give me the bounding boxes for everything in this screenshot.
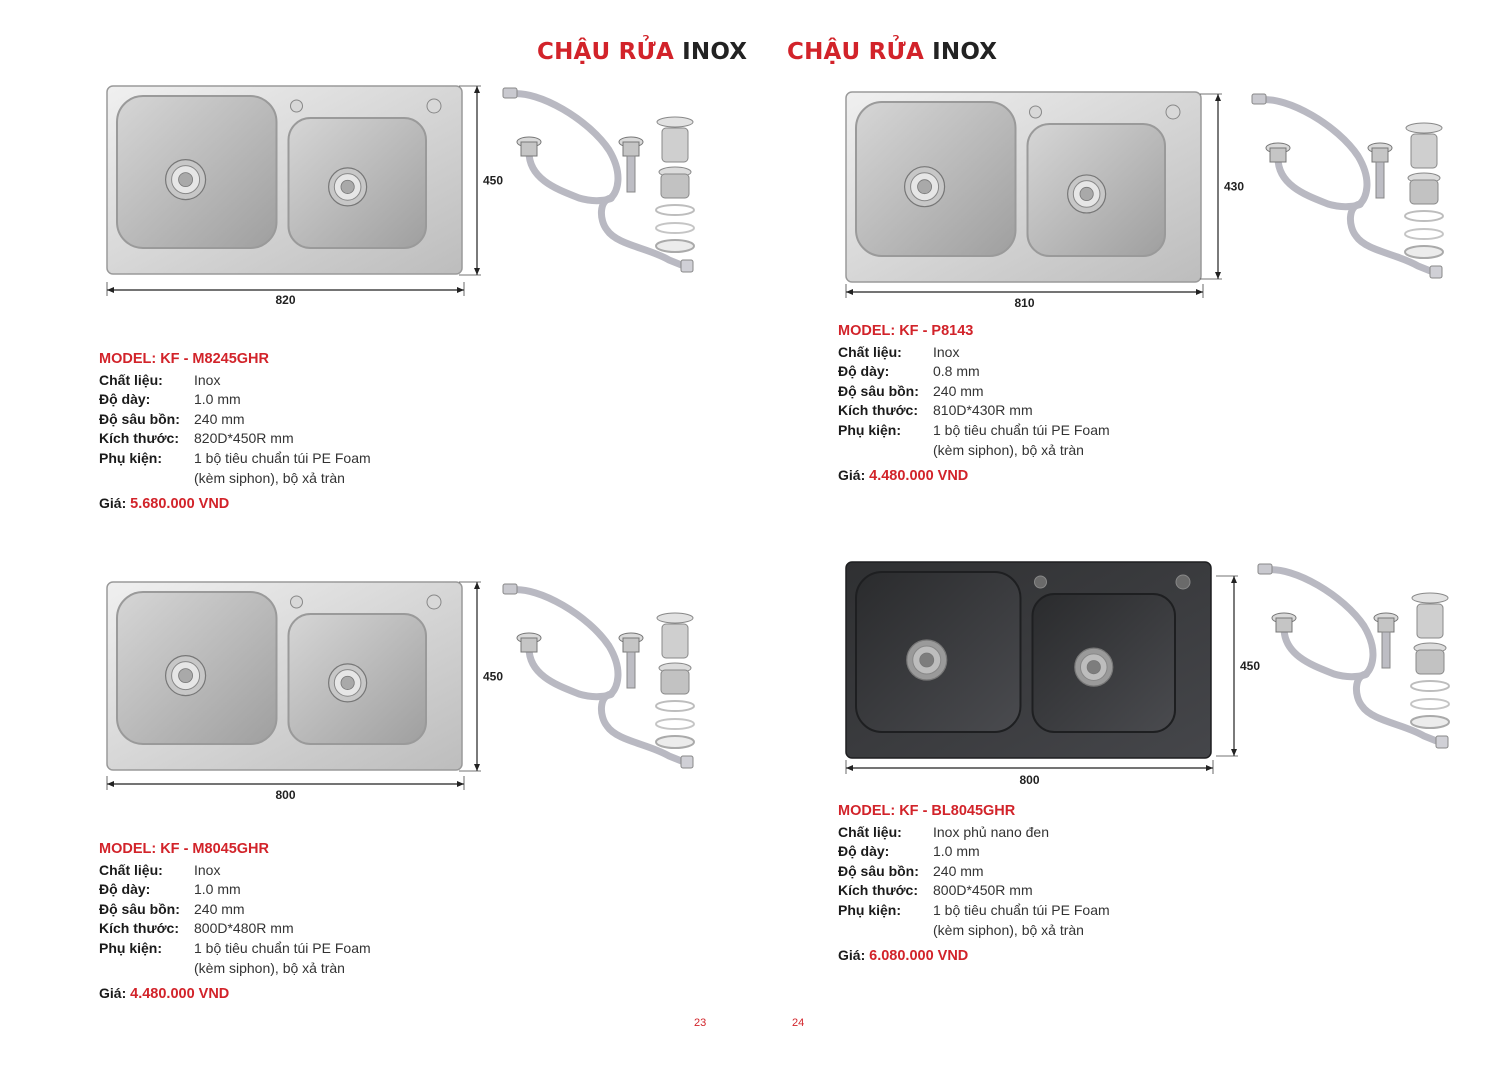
size-value: 810D*430R mm: [933, 402, 1033, 419]
depth-label: Độ sâu bồn:: [838, 862, 919, 879]
product-card: [99, 80, 819, 550]
depth-value: 240 mm: [933, 382, 984, 399]
accessories-image: [503, 584, 694, 768]
material-value: Inox: [194, 861, 221, 878]
accessories-image: [1258, 564, 1449, 748]
accessories-label: Phụ kiện:: [99, 449, 163, 466]
material-value: Inox: [933, 343, 960, 360]
price-label: Giá:: [838, 947, 866, 964]
sink-image: [107, 86, 462, 274]
depth-value: 240 mm: [194, 410, 245, 427]
product-illustration: [99, 576, 819, 836]
depth-label: Độ sâu bồn:: [99, 410, 180, 427]
sink-image: [846, 562, 1211, 758]
depth-label: Độ sâu bồn:: [99, 900, 180, 917]
product-card: [838, 86, 1500, 556]
accessories-value: 1 bộ tiêu chuẩn túi PE Foam (kèm siphon), bộ xả tràn: [933, 901, 1110, 938]
price-value: 4.480.000 VND: [130, 986, 230, 1003]
model-name: MODEL: KF - BL8045GHR: [838, 803, 1016, 819]
drain-icon: [329, 168, 367, 206]
product-illustration: [838, 556, 1500, 816]
material-value: Inox phủ nano đen: [933, 823, 1049, 840]
width-dimension: [107, 776, 464, 802]
price: [838, 946, 1133, 967]
product-specs: [99, 840, 394, 1005]
size-value: 800D*480R mm: [194, 920, 294, 937]
drain-icon: [907, 640, 947, 680]
height-dimension: [1216, 576, 1260, 756]
product-illustration: [99, 80, 819, 340]
price-label: Giá:: [838, 467, 866, 484]
accessories-value: 1 bộ tiêu chuẩn túi PE Foam (kèm siphon), bộ xả tràn: [194, 939, 371, 976]
height-dimension: [459, 582, 503, 771]
accessories-image: [1252, 94, 1443, 278]
model-name: MODEL: KF - M8245GHR: [99, 351, 269, 367]
price: [838, 466, 1133, 487]
drain-icon: [1075, 648, 1113, 686]
thickness-value: 1.0 mm: [194, 391, 241, 408]
product-specs: [99, 350, 394, 515]
width-dimension-label: 800: [1019, 773, 1040, 787]
accessories-label: Phụ kiện:: [838, 421, 902, 438]
size-value: 800D*450R mm: [933, 882, 1033, 899]
material-value: Inox: [194, 371, 221, 388]
drain-icon: [905, 167, 945, 207]
sink-image: [107, 582, 462, 770]
size-label: Kích thước:: [838, 402, 918, 419]
product-card: [99, 576, 819, 1046]
height-dimension-label: 430: [1224, 179, 1245, 194]
width-dimension: [846, 284, 1203, 310]
thickness-label: Độ dày:: [99, 391, 151, 408]
product-specs: [838, 322, 1133, 487]
price-value: 6.080.000 VND: [869, 948, 969, 965]
accessories-value: 1 bộ tiêu chuẩn túi PE Foam (kèm siphon), bộ xả tràn: [933, 421, 1110, 458]
drain-icon: [329, 664, 367, 702]
material-label: Chất liệu:: [99, 371, 163, 388]
width-dimension-label: 810: [1014, 296, 1035, 310]
size-label: Kích thước:: [838, 882, 918, 899]
product-illustration: [838, 86, 1500, 346]
material-label: Chất liệu:: [99, 861, 163, 878]
price-value: 4.480.000 VND: [869, 468, 969, 485]
width-dimension-label: 820: [275, 293, 296, 307]
thickness-label: Độ dày:: [99, 881, 151, 898]
drain-icon: [166, 160, 206, 200]
page-number-right: 24: [792, 1017, 805, 1029]
price: [99, 494, 394, 515]
product-specs: [838, 802, 1133, 967]
thickness-value: 1.0 mm: [933, 843, 980, 860]
page-number-left: 23: [694, 1017, 707, 1029]
height-dimension-label: 450: [483, 173, 504, 188]
price-label: Giá:: [99, 495, 127, 512]
page-title-left: CHẬU RỬA INOX: [537, 39, 748, 65]
product-card: [838, 556, 1500, 1026]
width-dimension-label: 800: [275, 788, 296, 802]
thickness-label: Độ dày:: [838, 843, 890, 860]
thickness-value: 0.8 mm: [933, 363, 980, 380]
height-dimension: [459, 86, 503, 275]
size-label: Kích thước:: [99, 430, 179, 447]
width-dimension: [107, 282, 464, 307]
material-label: Chất liệu:: [838, 823, 902, 840]
thickness-label: Độ dày:: [838, 363, 890, 380]
accessories-image: [503, 88, 694, 272]
height-dimension-label: 450: [1240, 659, 1261, 673]
size-value: 820D*450R mm: [194, 430, 294, 447]
size-label: Kích thước:: [99, 920, 179, 937]
depth-value: 240 mm: [933, 862, 984, 879]
price: [99, 984, 394, 1005]
model-name: MODEL: KF - M8045GHR: [99, 841, 269, 857]
sink-image: [846, 92, 1201, 282]
price-label: Giá:: [99, 985, 127, 1002]
drain-icon: [166, 656, 206, 696]
material-label: Chất liệu:: [838, 343, 902, 360]
price-value: 5.680.000 VND: [130, 496, 230, 513]
width-dimension: [846, 760, 1213, 787]
depth-value: 240 mm: [194, 900, 245, 917]
height-dimension-label: 450: [483, 669, 504, 684]
height-dimension: [1200, 94, 1244, 279]
accessories-value: 1 bộ tiêu chuẩn túi PE Foam (kèm siphon), bộ xả tràn: [194, 449, 371, 486]
accessories-label: Phụ kiện:: [99, 939, 163, 956]
depth-label: Độ sâu bồn:: [838, 382, 919, 399]
accessories-label: Phụ kiện:: [838, 901, 902, 918]
drain-icon: [1068, 175, 1106, 213]
page-title-right: CHẬU RỬA INOX: [787, 39, 998, 65]
thickness-value: 1.0 mm: [194, 881, 241, 898]
model-name: MODEL: KF - P8143: [838, 323, 974, 339]
